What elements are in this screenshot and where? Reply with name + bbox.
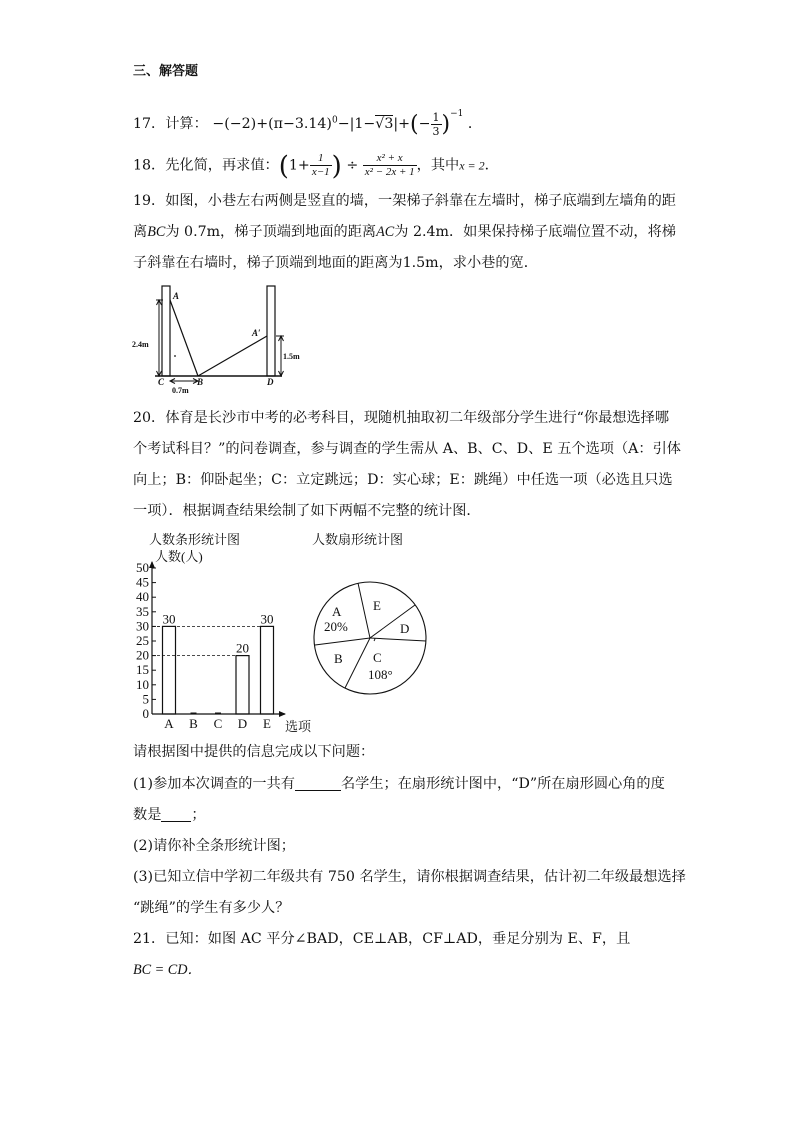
q18-label: 18．先化简，再求值： bbox=[133, 157, 279, 174]
ladder-figure bbox=[130, 283, 300, 395]
pie-label-E: E bbox=[373, 598, 381, 613]
pie-line-BA bbox=[315, 638, 370, 645]
pie-chart bbox=[300, 528, 440, 703]
x-tick-label: E bbox=[263, 716, 271, 731]
question-18: 18．先化简，再求值：(1+ $\frac{1}{x-1}$ ) ÷ $\frac{\text{x² + x}}{\text{x² − 2x + 1}}$ ，其中x = 2． bbox=[133, 151, 499, 182]
label-0.7m: 0.7m bbox=[172, 386, 189, 395]
bar-E bbox=[261, 626, 274, 714]
y-tick-label: 30 bbox=[136, 618, 149, 634]
y-tick-label: 45 bbox=[136, 574, 149, 590]
ladder-left bbox=[170, 300, 198, 376]
section-title: 三、解答题 bbox=[133, 64, 199, 79]
pie-line-DC bbox=[370, 638, 426, 641]
q18-fraction-2: $\frac{\text{x² + x}}{\text{x² − 2x + 1}}$ bbox=[364, 152, 415, 178]
x-tick-label: D bbox=[237, 716, 248, 731]
label-1.5m: 1.5m bbox=[283, 352, 300, 361]
q20-part-1-cont: 数是 ； bbox=[133, 807, 206, 823]
q17-expr-3: |+ bbox=[393, 116, 411, 132]
q19-line-3: 子斜靠在右墙时，梯子顶端到地面的距离为1.5m，求小巷的宽． bbox=[133, 255, 538, 271]
q17-sqrt: √3 bbox=[375, 116, 394, 132]
q17-label: 17．计算： bbox=[133, 116, 208, 132]
q20-line-1: 20．体育是长沙市中考的必考科目，现随机抽取初二年级部分学生进行“你最想选择哪 bbox=[133, 410, 670, 426]
q21-line-1: 21．已知：如图 AC 平分∠BAD，CE⊥AB，CF⊥AD，垂足分别为 E、F，且 bbox=[133, 931, 631, 947]
q20-part-1: (1)参加本次调查的一共有 名学生；在扇形统计图中，“D”所在扇形圆心角的度 bbox=[133, 776, 665, 792]
y-tick-label: 40 bbox=[136, 589, 149, 605]
pie-label-C-deg: 108° bbox=[368, 667, 393, 682]
pie-label-C: C bbox=[373, 650, 382, 665]
question-17: 17．计算： $-(-2)+(\pi-3.14)^0-|1-√3|+(-$ $\frac{1}{3}$ )$^{-1}$ ． bbox=[133, 109, 483, 138]
q17-expr-1: −(−2)+(π−3.14) bbox=[212, 116, 332, 132]
left-wall bbox=[162, 286, 170, 376]
label-A: A bbox=[173, 291, 180, 301]
y-tick-label: 50 bbox=[136, 560, 149, 575]
bar-chart-title: 人数条形统计图 bbox=[149, 532, 241, 547]
pie-chart-title: 人数扇形统计图 bbox=[312, 532, 404, 547]
x-axis-arrow bbox=[279, 711, 286, 717]
q20-part-3b: “跳绳”的学生有多少人？ bbox=[133, 900, 290, 916]
q18-fraction-1: $\frac{1}{x-1}$ bbox=[311, 152, 330, 178]
pie-label-A: A bbox=[332, 604, 342, 619]
label-A-prime: A′ bbox=[252, 328, 261, 338]
x-tick-label: B bbox=[189, 716, 198, 731]
q20-line-4: 一项）．根据调查结果绘制了如下两幅不完整的统计图． bbox=[133, 503, 481, 519]
q20-line-2: 个考试科目？”的问卷调查，参与调查的学生需从 A、B、C、D、E 五个选项（A：引体 bbox=[133, 441, 681, 457]
q20-part-2: (2)请你补全条形统计图； bbox=[133, 838, 295, 854]
ladder-right bbox=[198, 336, 267, 376]
q21-line-2: BC = CD． bbox=[133, 962, 202, 978]
bar-chart-ylabel: 人数(人) bbox=[155, 549, 203, 564]
data-label-D: 20 bbox=[236, 640, 249, 656]
y-tick-label: 25 bbox=[136, 633, 149, 648]
q17-fraction: $\frac{1}{3}$ bbox=[432, 110, 440, 138]
y-tick-label: 35 bbox=[136, 603, 149, 619]
q19-line-2: 离BC为 0.7m，梯子顶端到地面的距离AC为 2.4m．如果保持梯子底端位置不动，将梯 bbox=[133, 224, 676, 240]
bar-D bbox=[236, 656, 249, 714]
q18-end: ． bbox=[484, 157, 499, 174]
y-tick-label: 0 bbox=[142, 706, 149, 721]
q20-line-3: 向上；B：仰卧起坐；C：立定跳远；D：实心球；E：跳绳）中任选一项（必选且只选 bbox=[133, 472, 673, 488]
q18-one: 1+ bbox=[288, 157, 310, 174]
bar-A bbox=[163, 626, 176, 714]
y-tick-label: 10 bbox=[136, 676, 149, 692]
answer-blank-1[interactable] bbox=[295, 776, 341, 791]
q19-line-1: 19．如图，小巷左右两侧是竖直的墙，一架梯子斜靠在左墙时，梯子底端到左墙角的距 bbox=[133, 193, 676, 209]
bar-chart-xlabel: 选项 bbox=[285, 719, 312, 734]
q18-tail: ，其中 bbox=[416, 157, 460, 174]
answer-blank-2[interactable] bbox=[161, 807, 191, 822]
pie-line-AE bbox=[358, 583, 370, 638]
q20-part-3a: (3)已知立信中学初二年级共有 750 名学生，请你根据调查结果，估计初二年级最想选择 bbox=[133, 869, 686, 885]
label-2.4m: 2.4m bbox=[132, 340, 149, 349]
data-label-A: 30 bbox=[162, 611, 176, 627]
q17-exp-neg1: −1 bbox=[450, 109, 464, 119]
pie-line-CB bbox=[345, 638, 370, 688]
right-wall bbox=[267, 286, 275, 376]
bar-chart bbox=[125, 528, 325, 738]
q18-divide: ÷ bbox=[346, 157, 359, 174]
q20-prompt: 请根据图中提供的信息完成以下问题： bbox=[133, 744, 375, 760]
pie-label-A-pct: 20% bbox=[324, 619, 348, 634]
q17-end: ． bbox=[467, 116, 483, 132]
x-tick-label: A bbox=[164, 716, 174, 731]
y-tick-label: 15 bbox=[136, 662, 149, 678]
label-B: B bbox=[197, 377, 204, 387]
pie-label-D: D bbox=[400, 621, 410, 636]
pie-label-B: B bbox=[334, 651, 343, 666]
q18-cond: x = 2 bbox=[459, 158, 485, 173]
q17-exp0: 0 bbox=[331, 115, 338, 126]
label-C: C bbox=[158, 377, 165, 387]
y-tick-label: 5 bbox=[142, 691, 149, 707]
q17-expr-2: −|1− bbox=[337, 116, 376, 132]
label-D: D bbox=[267, 377, 274, 387]
x-tick-label: C bbox=[213, 716, 223, 731]
y-tick-label: 20 bbox=[136, 647, 149, 663]
data-label-E: 30 bbox=[260, 611, 274, 627]
